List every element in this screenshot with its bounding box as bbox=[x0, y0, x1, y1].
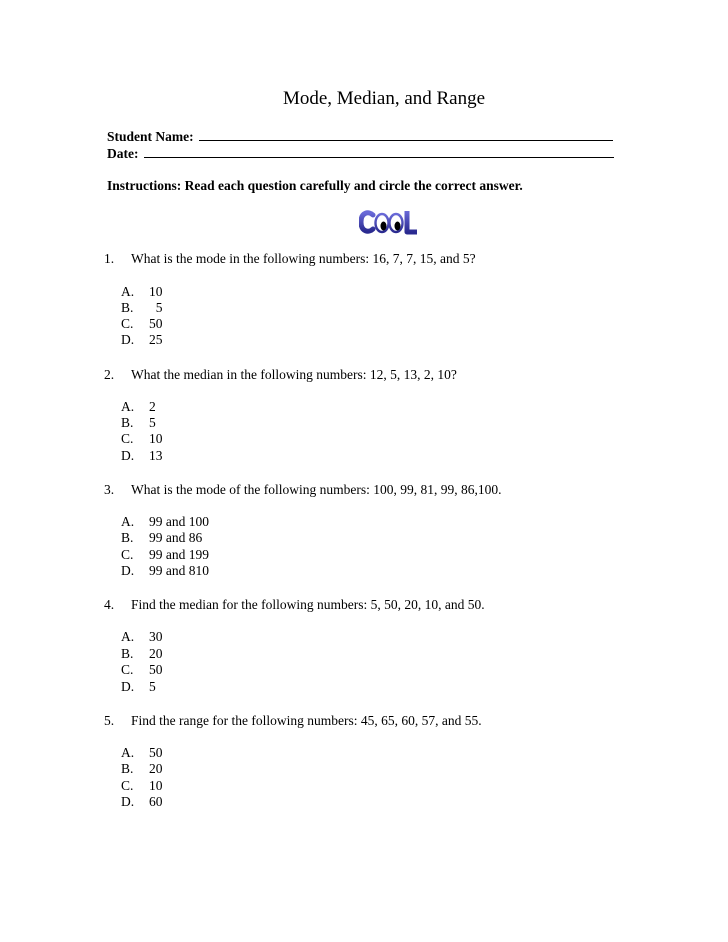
choice-letter: B. bbox=[121, 300, 134, 315]
question-text: What is the mode in the following numbers: 16, 7, 7, 15, and 5? bbox=[131, 251, 476, 266]
student-name-blank bbox=[199, 128, 613, 141]
q1-choice-c[interactable] bbox=[121, 316, 163, 332]
choice-value: 30 bbox=[149, 629, 163, 644]
choice-value: 99 and 86 bbox=[149, 530, 203, 545]
choice-letter: B. bbox=[121, 415, 134, 430]
question-1 bbox=[104, 251, 476, 267]
choice-letter: D. bbox=[121, 679, 135, 694]
cool-eyes-logo-icon bbox=[359, 208, 419, 236]
q3-choice-d[interactable] bbox=[121, 563, 209, 579]
choice-letter: D. bbox=[121, 448, 135, 463]
choice-letter: C. bbox=[121, 778, 134, 793]
choice-letter: C. bbox=[121, 662, 134, 677]
q4-choice-d[interactable] bbox=[121, 679, 156, 695]
question-text: Find the range for the following numbers: 45, 65, 60, 57, and 55. bbox=[131, 713, 482, 728]
choice-value: 20 bbox=[149, 646, 163, 661]
choice-value: 5 bbox=[149, 679, 156, 694]
choice-value: 50 bbox=[149, 662, 163, 677]
question-3 bbox=[104, 482, 501, 498]
student-name-field bbox=[107, 128, 613, 145]
choice-letter: B. bbox=[121, 761, 134, 776]
choice-value: 10 bbox=[149, 431, 163, 446]
choice-letter: D. bbox=[121, 794, 135, 809]
q3-choice-b[interactable] bbox=[121, 530, 202, 546]
q5-choice-c[interactable] bbox=[121, 778, 163, 794]
choice-value: 10 bbox=[149, 284, 163, 299]
question-5 bbox=[104, 713, 482, 729]
question-number: 4. bbox=[104, 597, 115, 612]
choice-letter: A. bbox=[121, 284, 135, 299]
q1-choice-b[interactable] bbox=[121, 300, 163, 316]
choice-value: 13 bbox=[149, 448, 163, 463]
choice-letter: A. bbox=[121, 745, 135, 760]
question-2 bbox=[104, 367, 457, 383]
q2-choice-d[interactable] bbox=[121, 448, 163, 464]
question-number: 3. bbox=[104, 482, 115, 497]
choice-value: 99 and 100 bbox=[149, 514, 209, 529]
q4-choice-c[interactable] bbox=[121, 662, 163, 678]
question-text: What is the mode of the following numbers: 100, 99, 81, 99, 86,100. bbox=[131, 482, 502, 497]
choice-value: 50 bbox=[149, 745, 163, 760]
choice-value: 20 bbox=[149, 761, 163, 776]
choice-letter: B. bbox=[121, 530, 134, 545]
question-number: 1. bbox=[104, 251, 115, 266]
choice-letter: C. bbox=[121, 547, 134, 562]
page-title: Mode, Median, and Range bbox=[282, 88, 486, 109]
choice-value: 50 bbox=[149, 316, 163, 331]
q2-choice-a[interactable] bbox=[121, 399, 156, 415]
q5-choice-d[interactable] bbox=[121, 794, 163, 810]
question-text: What the median in the following numbers: 12, 5, 13, 2, 10? bbox=[131, 367, 457, 382]
choice-letter: B. bbox=[121, 646, 134, 661]
choice-value: 5 bbox=[149, 415, 156, 430]
choice-value: 25 bbox=[149, 332, 163, 347]
question-number: 2. bbox=[104, 367, 115, 382]
q5-choice-b[interactable] bbox=[121, 761, 163, 777]
choice-letter: C. bbox=[121, 431, 134, 446]
question-text: Find the median for the following numbers: 5, 50, 20, 10, and 50. bbox=[131, 597, 485, 612]
instructions-text: Instructions: Read each question carefully and circle the correct answer. bbox=[107, 178, 523, 193]
choice-letter: A. bbox=[121, 399, 135, 414]
student-name-label: Student Name: bbox=[107, 129, 194, 144]
question-4 bbox=[104, 597, 485, 613]
choice-value: 99 and 810 bbox=[149, 563, 209, 578]
q5-choice-a[interactable] bbox=[121, 745, 163, 761]
q4-choice-b[interactable] bbox=[121, 646, 163, 662]
date-label: Date: bbox=[107, 146, 139, 161]
question-number: 5. bbox=[104, 713, 115, 728]
choice-letter: A. bbox=[121, 514, 135, 529]
q2-choice-b[interactable] bbox=[121, 415, 156, 431]
choice-letter: D. bbox=[121, 563, 135, 578]
q1-choice-d[interactable] bbox=[121, 332, 163, 348]
q2-choice-c[interactable] bbox=[121, 431, 163, 447]
choice-letter: A. bbox=[121, 629, 135, 644]
choice-value: 99 and 199 bbox=[149, 547, 209, 562]
date-field bbox=[107, 145, 614, 162]
choice-value: 10 bbox=[149, 778, 163, 793]
q3-choice-c[interactable] bbox=[121, 547, 209, 563]
date-blank bbox=[144, 145, 614, 158]
q4-choice-a[interactable] bbox=[121, 629, 163, 645]
choice-value: 5 bbox=[149, 300, 163, 315]
q3-choice-a[interactable] bbox=[121, 514, 209, 530]
choice-letter: D. bbox=[121, 332, 135, 347]
choice-value: 60 bbox=[149, 794, 163, 809]
choice-value: 2 bbox=[149, 399, 156, 414]
q1-choice-a[interactable] bbox=[121, 284, 163, 300]
choice-letter: C. bbox=[121, 316, 134, 331]
